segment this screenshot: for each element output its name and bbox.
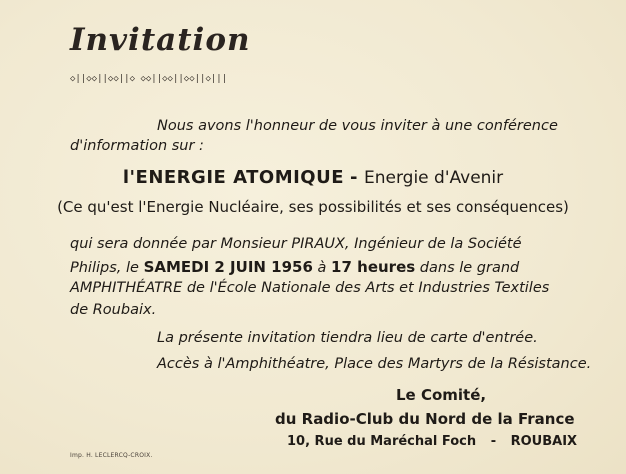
printer-credit: Imp. H. LECLERCQ-CROIX. xyxy=(70,452,153,459)
signature-dash: - xyxy=(490,434,497,449)
conference-subtitle: (Ce qu'est l'Energie Nucléaire, ses possibilités et ses conséquences) xyxy=(57,198,569,216)
details-line-3: AMPHITHÉATRE de l'École Nationale des Arts et Industries Textiles xyxy=(70,280,550,296)
subject-rest: Energie d'Avenir xyxy=(364,168,504,188)
details-line-2b: à xyxy=(317,260,327,276)
signature-address: 10, Rue du Maréchal Foch xyxy=(287,434,477,449)
subject-main: l'ENERGIE ATOMIQUE xyxy=(122,167,345,188)
signature-committee: Le Comité, xyxy=(396,386,487,404)
details-line-1: qui sera donnée par Monsieur PIRAUX, Ingénieur de la Société xyxy=(70,236,522,252)
intro-line-1: Nous avons l'honneur de vous inviter à une conférence xyxy=(157,118,558,134)
signature-city: ROUBAIX xyxy=(510,434,578,449)
entry-note: La présente invitation tiendra lieu de carte d'entrée. xyxy=(157,330,538,346)
conference-subject xyxy=(0,167,626,188)
details-line-2c: dans le grand xyxy=(419,260,520,276)
details-line-2 xyxy=(70,258,519,276)
event-date: SAMEDI 2 JUIN 1956 xyxy=(143,258,313,276)
ornament-divider: ◇||◇◇||◇◇||◇ ◇◇||◇◇||◇◇||◇||| xyxy=(70,74,228,84)
event-time: 17 heures xyxy=(331,258,416,276)
details-line-2a: Philips, le xyxy=(70,260,139,276)
signature-club: du Radio-Club du Nord de la France xyxy=(275,410,575,428)
intro-line-2: d'information sur : xyxy=(70,138,204,154)
signature-address-line xyxy=(287,434,577,449)
details-line-4: de Roubaix. xyxy=(70,302,157,318)
invitation-title: Invitation xyxy=(70,22,251,58)
access-note: Accès à l'Amphithéatre, Place des Martyrs de la Résistance. xyxy=(157,356,592,372)
subject-dash: - xyxy=(350,167,358,188)
